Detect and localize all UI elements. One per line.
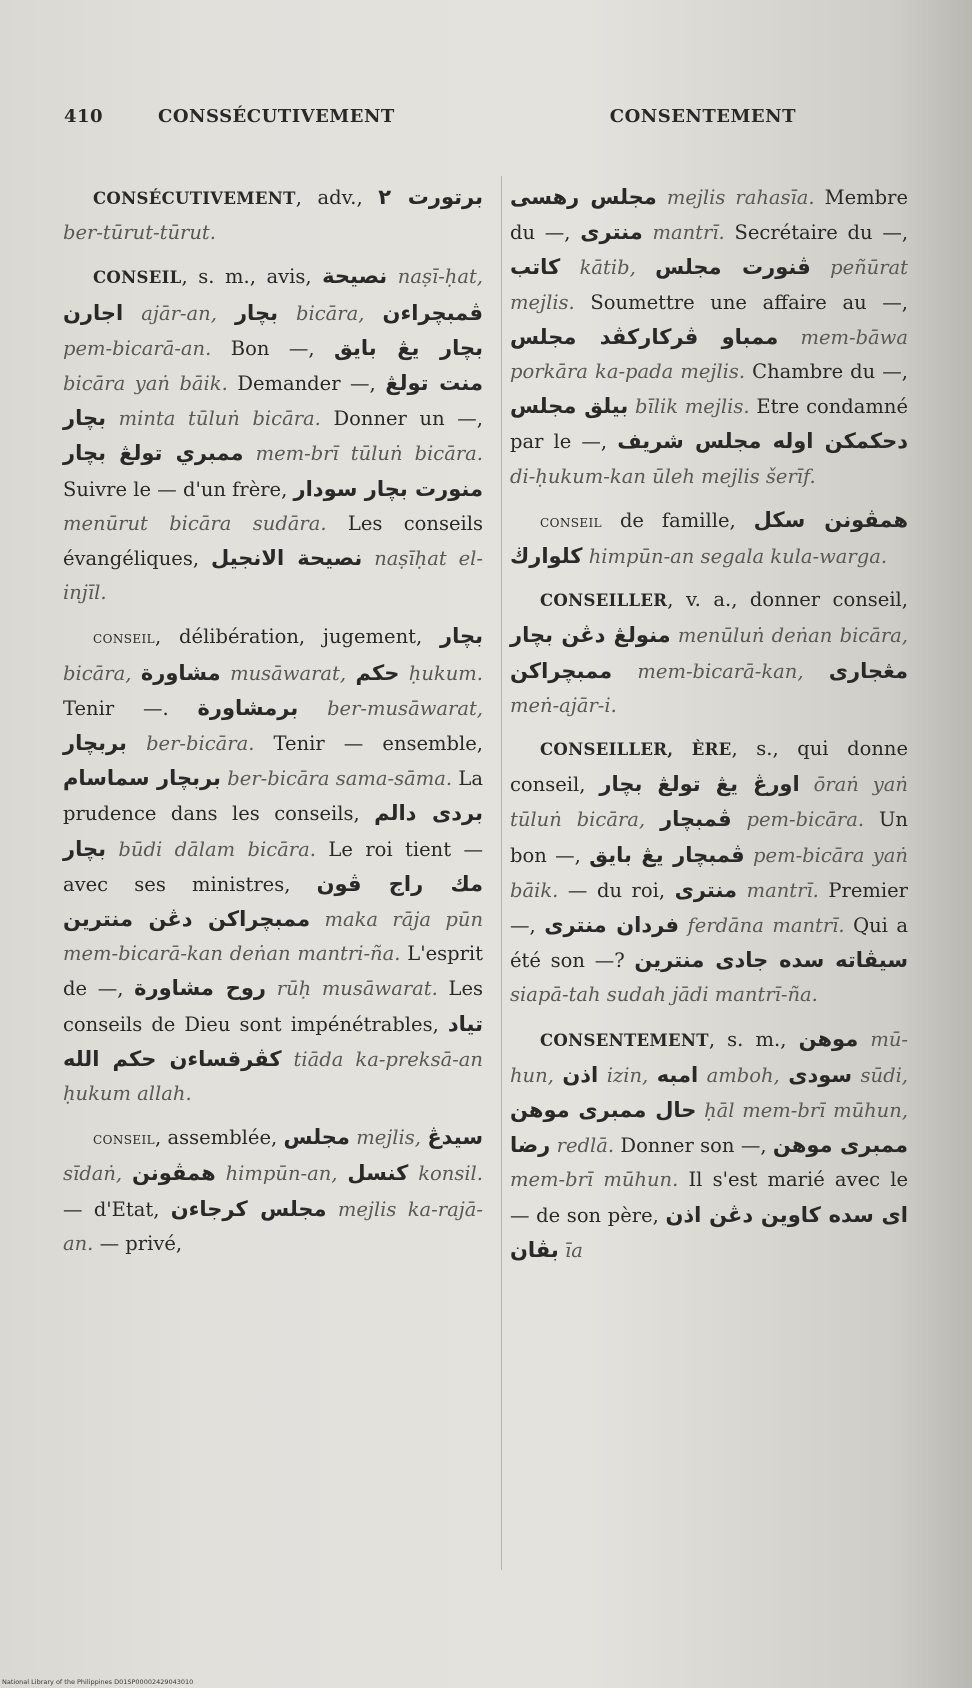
definition-text: Le roi tient — avec ses ministres, <box>63 837 483 896</box>
transliteration: mem-brī mūhun. <box>510 1168 679 1192</box>
transliteration: sūdi, <box>852 1063 909 1087</box>
jawi-text: مجلس رهسی <box>510 185 657 209</box>
definition-text: La prudence dans les conseils, <box>63 767 483 826</box>
transliteration: peñūrat mejlis. <box>510 256 909 314</box>
jawi-text: برتورت ٢ <box>378 185 483 209</box>
dictionary-entry <box>510 180 908 494</box>
jawi-text: اذن <box>562 1062 599 1087</box>
jawi-text: سيڤاته سده جادی منترين <box>634 948 908 973</box>
definition-text: Premier —, <box>510 878 908 938</box>
jawi-text: منتری <box>580 220 643 245</box>
transliteration: mantrī. <box>737 878 819 902</box>
jawi-text: ممبری موهن <box>772 1133 908 1158</box>
jawi-text: برمشاورة <box>197 695 299 720</box>
definition-text: , s., qui donne conseil, <box>510 737 908 797</box>
definition-text: Il s'est marié avec le — de son père, <box>510 1168 908 1227</box>
right-column <box>510 180 908 1277</box>
jawi-text: امبه <box>656 1062 699 1087</box>
definition-text: , s. m., avis, <box>181 265 323 289</box>
dictionary-entry <box>63 619 483 1111</box>
definition-text: Membre du —, <box>510 186 908 245</box>
jawi-text: اجارن <box>63 300 124 325</box>
sub-headword: conseil <box>93 628 156 649</box>
jawi-text: حال ممبری موهن <box>510 1098 697 1123</box>
transliteration: ber-tūrut-tūrut. <box>63 221 216 245</box>
dictionary-entry <box>63 259 483 610</box>
page-number: 410 <box>64 106 104 127</box>
transliteration: bicāra yaṅ bāik. <box>63 372 228 396</box>
jawi-text: روح مشاورة <box>134 976 266 1001</box>
transliteration: himpūn-an, <box>215 1162 348 1186</box>
definition-text: — d'Etat, <box>63 1197 171 1221</box>
jawi-text: مجلس کرجاءن <box>170 1196 327 1221</box>
definition-text: — privé, <box>93 1231 183 1255</box>
definition-text: Secrétaire du —, <box>724 221 909 245</box>
jawi-text: کنسل <box>347 1161 409 1186</box>
transliteration: pem-bicāra. <box>731 808 865 832</box>
running-header <box>64 106 796 132</box>
transliteration: di-ḥukum-kan ūleh mejlis šerīf. <box>510 464 816 488</box>
jawi-text: ڤمبچار <box>660 807 732 832</box>
transliteration: bīlik mejlis. <box>628 395 750 419</box>
jawi-text: ممبچراکن <box>510 658 613 683</box>
definition-text: Tenir — ensemble, <box>254 732 484 756</box>
jawi-text: منورت بچار سودار <box>293 476 483 501</box>
jawi-text: ڤنورت مجلس <box>655 255 811 280</box>
definition-text: Les conseils de Dieu sont impénétrables, <box>63 977 483 1036</box>
headword: CONSÉCUTIVEMENT <box>93 189 296 208</box>
definition-text: — du roi, <box>558 878 675 902</box>
jawi-text: کاتب <box>510 255 561 280</box>
transliteration: redlā. <box>550 1134 615 1158</box>
jawi-text: نصيحة <box>322 264 388 289</box>
jawi-text: بچار يڠ بايق <box>334 335 483 360</box>
definition-text: Demander —, <box>227 372 386 396</box>
transliteration: mū-hun, <box>510 1027 909 1087</box>
jawi-text: اورڠ يڠ تولڠ بچار <box>599 772 800 797</box>
definition-text: , s. m., <box>708 1027 799 1051</box>
transliteration: naṣī-ḥat, <box>387 265 484 289</box>
transliteration: ḥukum. <box>399 661 483 685</box>
jawi-text: ممباو ڤرکارکڤد مجلس <box>510 324 779 349</box>
dictionary-entry <box>510 732 908 1013</box>
transliteration: maka rāja pūn mem-bicarā-kan deṅan mantri-ña. <box>63 908 484 966</box>
jawi-text: منت تولڠ بچار <box>63 371 483 431</box>
definition-text: Soumettre une affaire au —, <box>574 290 908 314</box>
definition-text: Un bon —, <box>510 808 908 867</box>
transliteration: meṅ-ajār-i. <box>510 693 617 717</box>
jawi-text: نصيحة الانجيل <box>210 546 363 571</box>
jawi-text: دحکمکن اوله مجلس شريف <box>617 429 908 454</box>
jawi-text: ڤمبچراءن <box>382 300 483 325</box>
transliteration: ḥāl mem-brī mūhun, <box>696 1099 909 1123</box>
jawi-text: ڤمبچار يڠ بايق <box>589 842 745 867</box>
transliteration: izin, <box>598 1063 657 1087</box>
definition-text: , délibération, jugement, <box>155 625 440 649</box>
dictionary-entry <box>510 583 908 723</box>
left-running-head: CONSSÉCUTIVEMENT <box>158 106 395 127</box>
definition-text: , assemblée, <box>155 1126 284 1150</box>
jawi-text: مك راج ڤون ممبچراکن دڠن منترين <box>63 871 483 932</box>
transliteration: ber-bicāra. <box>126 732 255 756</box>
definition-text: Chambre du —, <box>745 360 908 384</box>
definition-text: L'esprit de —, <box>63 942 484 1001</box>
definition-text: Suivre le — d'un frère, <box>63 477 294 501</box>
jawi-text: تياد کڤرقساءن حکم الله <box>63 1011 483 1071</box>
definition-text: Tenir —. <box>63 696 198 720</box>
definition-text: , adv., <box>295 186 379 209</box>
transliteration: bicāra, <box>63 661 141 685</box>
dictionary-entry <box>510 1022 908 1268</box>
transliteration: rūḥ musāwarat. <box>266 977 438 1001</box>
definition-text: Les conseils évangéliques, <box>63 511 483 571</box>
jawi-text: همڤونن سکل کلوارڬ <box>510 507 909 569</box>
transliteration: ber-bicāra sama-sāma. <box>220 767 453 791</box>
transliteration: ōraṅ yaṅ tūluṅ bicāra, <box>510 773 908 832</box>
jawi-text: ای سده کاوين دڠن اذن بڤان <box>510 1202 908 1262</box>
headword: CONSEILLER, ÈRE <box>540 740 732 760</box>
jawi-text: بردی دالم بچار <box>63 801 483 861</box>
transliteration: pem-bicarā-an. <box>63 336 212 360</box>
headword: CONSENTEMENT <box>540 1030 709 1050</box>
transliteration: ajār-an, <box>123 301 235 325</box>
sub-headword: conseil <box>540 511 603 532</box>
transliteration: bicāra, <box>277 301 383 325</box>
left-column <box>63 180 483 1270</box>
jawi-text: بيلق مجلس <box>510 394 629 419</box>
jawi-text: بچار <box>440 624 483 649</box>
transliteration: mem-bāwa porkāra ka-pada mejlis. <box>510 325 908 384</box>
transliteration: siapā-tah sudah jādi mantrī-ña. <box>510 983 818 1007</box>
transliteration: ber-musāwarat, <box>298 696 483 720</box>
dictionary-entry <box>63 180 483 250</box>
transliteration: būdi dālam bicāra. <box>106 837 316 861</box>
jawi-text: مشاورة <box>140 660 221 685</box>
transliteration: menūrut bicāra sudāra. <box>63 511 327 535</box>
jawi-text: رضا <box>510 1133 551 1158</box>
transliteration: tiāda ka-preksā-an ḥukum allah. <box>63 1047 483 1106</box>
transliteration: mejlis ka-rajā-an. <box>63 1197 483 1255</box>
transliteration: mejlis rahasīa. <box>656 186 815 209</box>
headword: CONSEILLER <box>540 591 668 611</box>
definition-text: Qui a été son —? <box>510 914 908 973</box>
sub-headword: conseil <box>93 1129 156 1150</box>
transliteration: musāwarat, <box>220 661 356 685</box>
transliteration: himpūn-an segala kula-warga. <box>582 545 888 569</box>
definition-text: Bon —, <box>211 336 335 360</box>
jawi-text: بربچار <box>63 731 127 756</box>
dictionary-entry <box>63 1120 483 1261</box>
jawi-text: سيدڠ <box>427 1125 484 1150</box>
definition-text: de famille, <box>602 508 754 532</box>
transliteration: pem-bicāra yaṅ bāik. <box>510 843 908 902</box>
transliteration: amboh, <box>698 1063 789 1087</box>
definition-text: Donner un —, <box>320 407 483 431</box>
transliteration: mem-bicarā-kan, <box>612 659 829 683</box>
jawi-text: بربچار سماسام <box>63 766 221 791</box>
transliteration: mejlis, <box>349 1126 428 1150</box>
headword: CONSEIL <box>93 268 182 288</box>
transliteration: īa <box>558 1238 583 1262</box>
transliteration: mantrī. <box>642 221 725 245</box>
jawi-text: بچار <box>234 300 278 325</box>
transliteration: naṣīḥat el-injīl. <box>63 547 483 605</box>
column-divider <box>501 176 502 1570</box>
transliteration: konsil. <box>408 1162 483 1186</box>
transliteration: mem-brī tūluṅ bicāra. <box>243 442 483 466</box>
jawi-text: ممبري تولڠ بچار <box>63 441 244 466</box>
jawi-text: فردان منتری <box>544 913 679 938</box>
transliteration: menūluṅ deṅan bicāra, <box>670 624 908 648</box>
jawi-text: مجلس <box>283 1125 350 1150</box>
transliteration: ferdāna mantrī. <box>678 914 845 938</box>
jawi-text: سودی <box>788 1062 853 1087</box>
definition-text: , v. a., donner conseil, <box>667 588 908 612</box>
transliteration: sīdaṅ, <box>63 1162 133 1186</box>
jawi-text: موهن <box>798 1026 859 1051</box>
jawi-text: مڠجاری <box>828 658 908 683</box>
jawi-text: منولڠ دڠن بچار <box>510 623 671 648</box>
scan-credit: National Library of the Philippines D01SP00002429043010 <box>2 1678 194 1686</box>
transliteration: kātib, <box>560 256 656 280</box>
jawi-text: همڤونن <box>132 1161 216 1186</box>
jawi-text: منتری <box>674 877 738 902</box>
transliteration: minta tūluṅ bicāra. <box>106 407 321 431</box>
dictionary-entry <box>510 503 908 574</box>
definition-text: Donner son —, <box>614 1134 773 1158</box>
right-running-head: CONSENTEMENT <box>609 106 796 127</box>
definition-text: Etre condamné par le —, <box>510 395 908 454</box>
jawi-text: حکم <box>355 660 400 685</box>
